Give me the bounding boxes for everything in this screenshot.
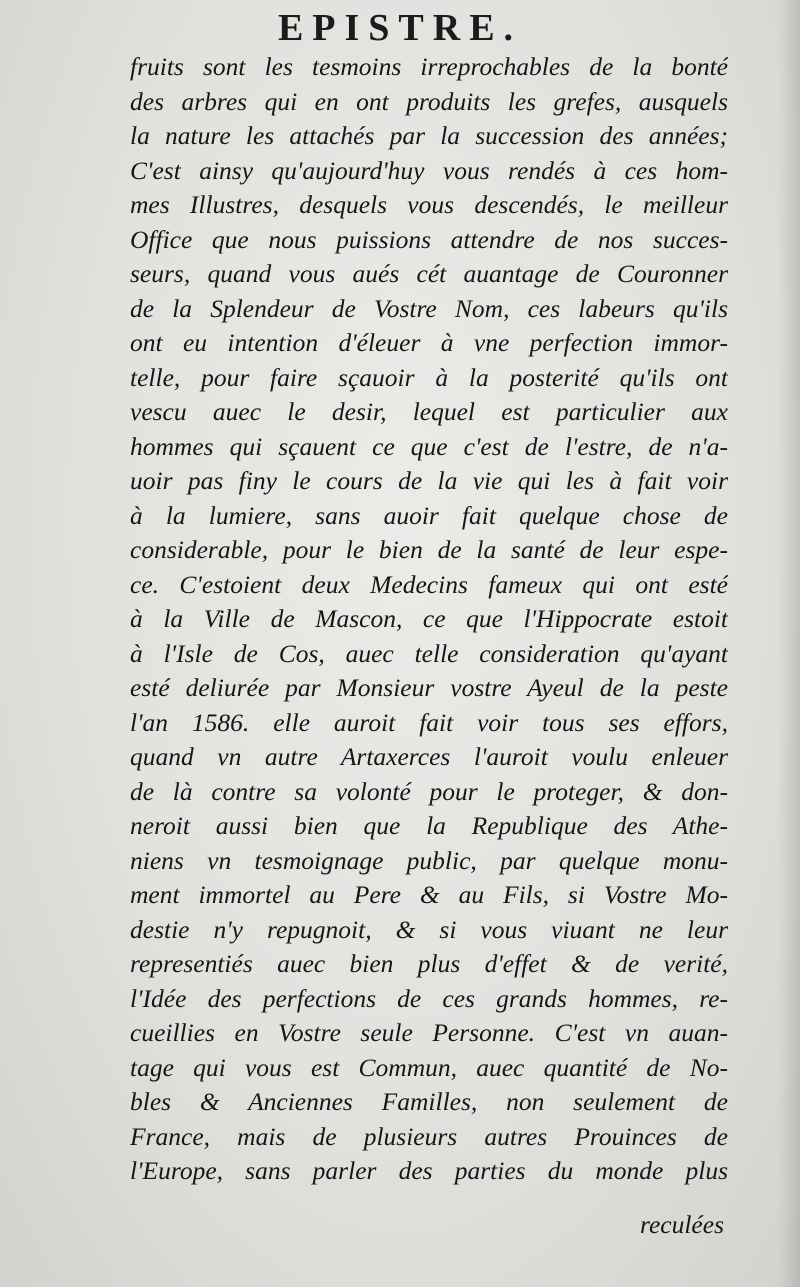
page-edge-shadow [778,0,800,1287]
text-line: l'Europe, sans parler des parties du monde plus [130,1156,728,1185]
text-line: à la lumiere, sans auoir fait quelque chose de [130,500,728,530]
text-line: à la Ville de Mascon, ce que l'Hippocrate estoit [130,604,728,633]
text-line: la nature les attachés par la succession des années; [130,121,728,150]
text-line: ce. C'estoient deux Medecins fameux qui ont esté [130,569,728,599]
text-line: bles & Anciennes Familles, non seulement de [130,1087,728,1116]
text-line: vescu auec le desir, lequel est particulier aux [130,397,728,426]
text-line: ment immortel au Pere & au Fils, si Vostre Mo- [130,880,728,909]
text-line: tage qui vous est Commun, auec quantité de No- [130,1052,728,1082]
text-line: destie n'y repugnoit, & si vous viuant ne leur [130,914,728,944]
text-line: niens vn tesmoignage public, par quelque monu- [130,845,728,875]
text-line: esté deliurée par Monsieur vostre Ayeul de la peste [130,673,728,702]
text-line: mes Illustres, desquels vous descendés, le meilleur [130,190,728,219]
text-line: considerable, pour le bien de la santé de leur espe- [130,535,728,564]
text-line: hommes qui sçauent ce que c'est de l'estre, de n'a- [130,431,728,461]
text-line: ont eu intention d'éleuer à vne perfection immor- [130,328,728,357]
text-line: Office que nous puissions attendre de nos succes- [130,224,728,254]
text-line: à l'Isle de Cos, auec telle consideration qu'ayant [130,638,728,668]
text-line: seurs, quand vous aués cét auantage de Couronner [130,259,728,288]
text-line: France, mais de plusieurs autres Prouinces de [130,1121,728,1151]
text-line: representiés auec bien plus d'effet & de verité, [130,949,728,978]
text-line: cueillies en Vostre seule Personne. C'est vn auan- [130,1018,728,1047]
text-line: telle, pour faire sçauoir à la posterité qu'ils ont [130,362,728,392]
text-line: uoir pas finy le cours de la vie qui les à fait voir [130,466,728,495]
text-line: quand vn autre Artaxerces l'auroit voulu enleuer [130,742,728,771]
text-line: l'an 1586. elle auroit fait voir tous ses effors, [130,707,728,737]
text-line: de là contre sa volonté pour le proteger, & don- [130,776,728,806]
text-line: fruits sont les tesmoins irreprochables de la bonté [130,52,728,81]
body-text [130,50,728,1189]
catchword: reculées [639,1210,724,1239]
text-line: de la Splendeur de Vostre Nom, ces labeurs qu'ils [130,293,728,323]
text-line: neroit aussi bien que la Republique des Athe- [130,811,728,840]
text-line: des arbres qui en ont produits les grefes, ausquels [130,86,728,116]
text-line: C'est ainsy qu'aujourd'huy vous rendés à ces hom- [130,155,728,185]
text-line: l'Idée des perfections de ces grands hommes, re- [130,983,728,1013]
running-head: EPISTRE. [277,7,523,49]
